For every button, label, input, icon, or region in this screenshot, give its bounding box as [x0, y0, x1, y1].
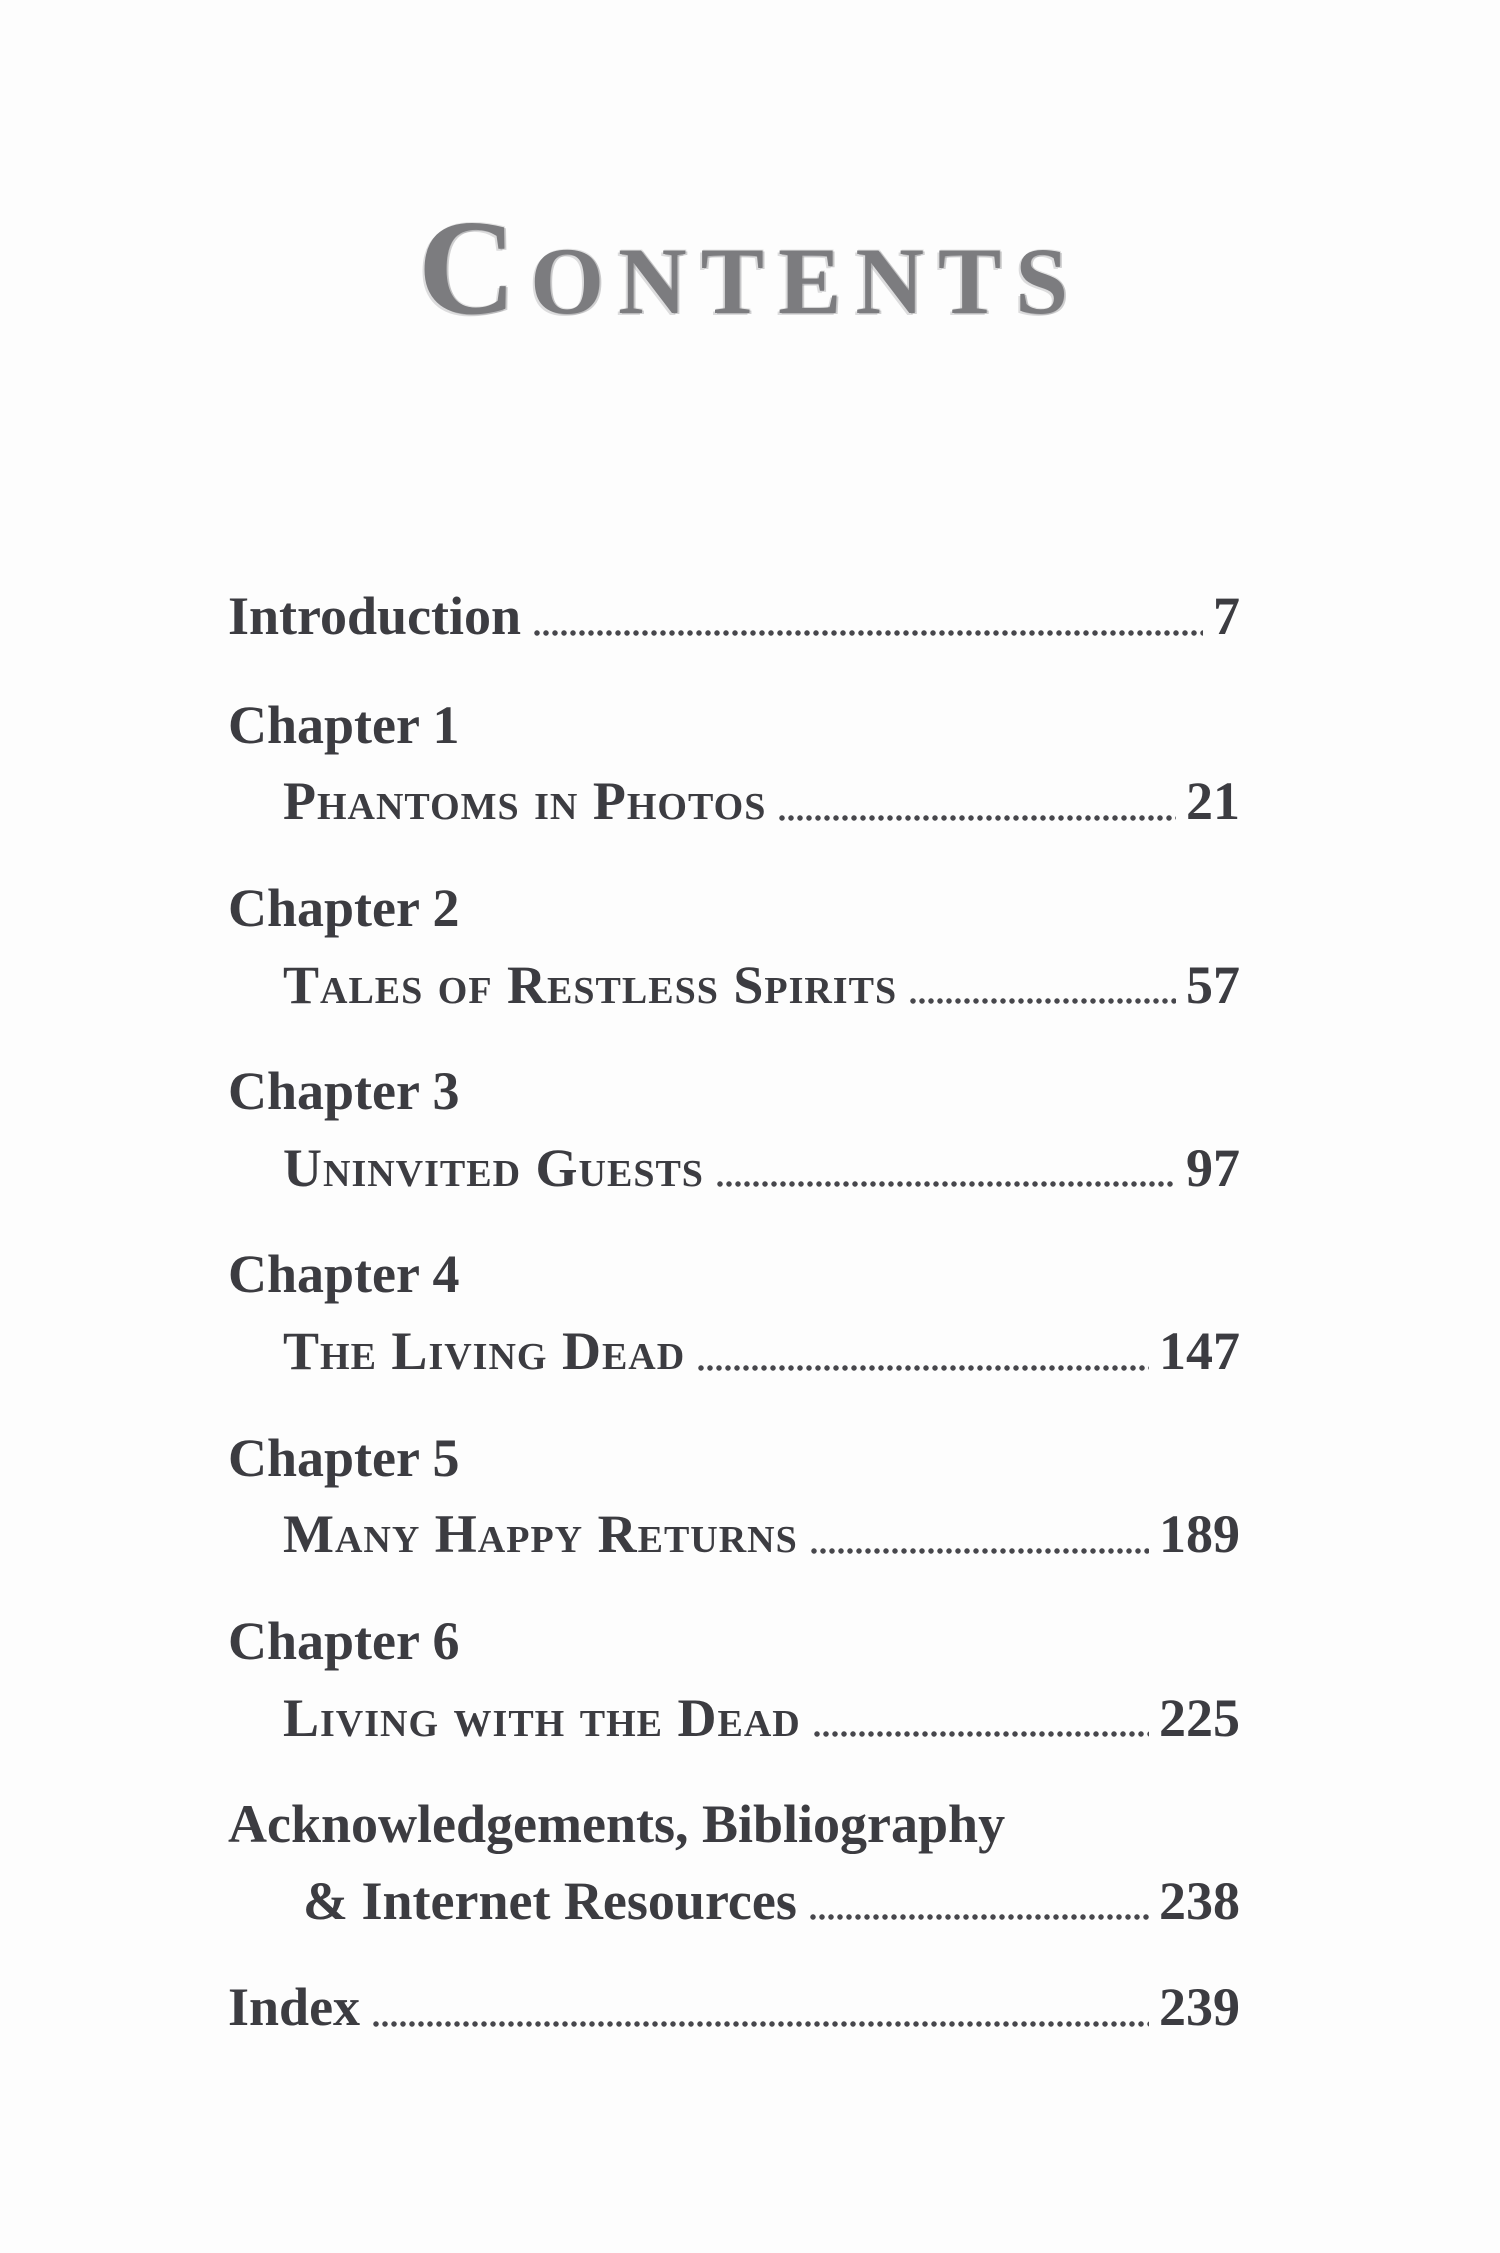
chapter-label: Chapter 2	[228, 877, 460, 938]
toc-entry-label-line2: & Internet Resources	[303, 1870, 797, 1931]
chapter-title: Living with the Dead	[283, 1687, 801, 1748]
chapter-title-row	[283, 954, 1240, 1017]
toc-entry-line2-row	[303, 1870, 1240, 1933]
leader-dots	[716, 1181, 1176, 1187]
toc-entry-chapter-5	[228, 1427, 1240, 1566]
page-number: 21	[1186, 771, 1240, 832]
leader-dots	[778, 815, 1176, 821]
chapter-label: Chapter 3	[228, 1061, 460, 1122]
chapter-title-row	[283, 1687, 1240, 1750]
leader-dots	[909, 998, 1176, 1004]
page-number: 57	[1186, 954, 1240, 1015]
chapter-label: Chapter 5	[228, 1427, 460, 1488]
toc-entry-label-line1: Acknowledgements, Bibliography	[228, 1794, 1006, 1855]
table-of-contents	[228, 585, 1240, 2039]
toc-entry-label: Index	[228, 1977, 361, 2038]
chapter-title-row	[283, 770, 1240, 833]
leader-dots	[372, 2021, 1149, 2027]
chapter-title-row	[283, 1320, 1240, 1383]
toc-entry-chapter-2	[228, 877, 1240, 1016]
chapter-label: Chapter 4	[228, 1244, 460, 1305]
page-number: 238	[1159, 1870, 1240, 1931]
toc-entry-acknowledgements	[228, 1793, 1240, 1932]
toc-entry-index	[228, 1976, 1240, 2039]
leader-dots	[809, 1914, 1149, 1920]
toc-entry-introduction	[228, 585, 1240, 648]
chapter-title-row	[283, 1503, 1240, 1566]
toc-entry-label: Introduction	[228, 586, 522, 646]
chapter-label: Chapter 1	[228, 694, 460, 755]
chapter-label: Chapter 6	[228, 1610, 460, 1671]
chapter-title: The Living Dead	[283, 1321, 686, 1381]
toc-entry-chapter-3	[228, 1060, 1240, 1199]
chapter-title: Many Happy Returns	[283, 1504, 798, 1565]
chapter-title: Uninvited Guests	[283, 1137, 704, 1198]
leader-dots	[813, 1731, 1149, 1737]
page-number: 225	[1159, 1687, 1240, 1748]
leader-dots	[810, 1548, 1149, 1554]
leader-dots	[533, 630, 1203, 636]
chapter-title: Phantoms in Photos	[283, 771, 767, 832]
page-title: Contents	[417, 193, 1083, 343]
chapter-title-row	[283, 1137, 1240, 1200]
chapter-title: Tales of Restless Spirits	[283, 954, 898, 1015]
leader-dots	[697, 1365, 1149, 1371]
toc-entry-chapter-4	[228, 1243, 1240, 1382]
page-number: 97	[1186, 1137, 1240, 1198]
toc-entry-chapter-6	[228, 1610, 1240, 1749]
toc-entry-chapter-1	[228, 694, 1240, 833]
page-number: 189	[1159, 1504, 1240, 1565]
page-number: 147	[1159, 1321, 1240, 1381]
page-number: 239	[1159, 1977, 1240, 2038]
page-number: 7	[1213, 586, 1240, 646]
